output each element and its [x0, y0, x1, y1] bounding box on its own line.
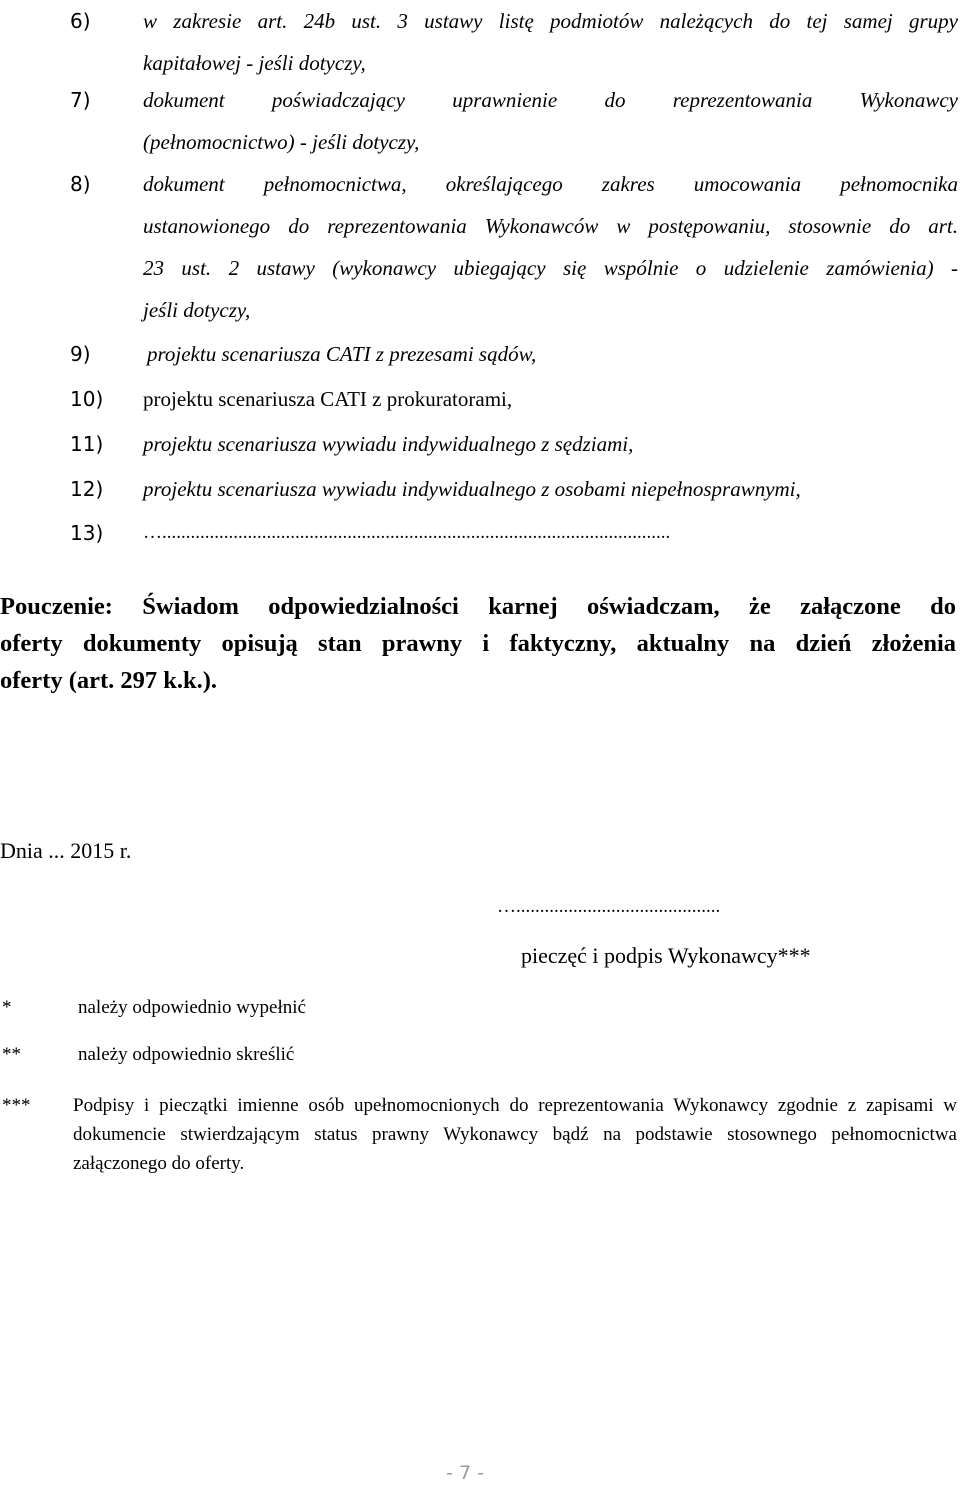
list-item-number: 12) — [70, 477, 104, 501]
list-item-line: w zakresie art. 24b ust. 3 ustawy listę podmiotów należących do tej samej grupy — [143, 9, 958, 33]
list-item-line: kapitałowej - jeśli dotyczy, — [143, 51, 366, 75]
signature-label: pieczęć i podpis Wykonawcy*** — [521, 943, 811, 968]
list-item-number: 9) — [70, 342, 91, 366]
list-item-text — [143, 468, 958, 510]
footnote-mark: ** — [2, 1044, 21, 1065]
list-item-line: projektu scenariusza wywiadu indywidualnego z osobami niepełnosprawnymi, — [143, 477, 801, 501]
list-item-number: 8) — [70, 172, 91, 196]
list-item-text — [143, 423, 958, 465]
list-item-number: 6) — [70, 9, 91, 33]
footnote-mark: *** — [2, 1095, 31, 1116]
list-item-line: 23 ust. 2 ustawy (wykonawcy ubiegający się wspólnie o udzielenie zamówienia) - — [143, 256, 958, 280]
list-item-number: 13) — [70, 521, 104, 545]
list-item-line: (pełnomocnictwo) - jeśli dotyczy, — [143, 130, 420, 154]
signature-line: …........................................... — [497, 896, 721, 917]
list-item-text — [143, 79, 958, 163]
list-item-line: projektu scenariusza CATI z prezesami sądów, — [147, 342, 537, 366]
legal-notice-line: Pouczenie: Świadom odpowiedzialności karnej oświadczam, że załączone do — [0, 593, 956, 620]
list-item-text — [143, 378, 958, 420]
list-item-number: 10) — [70, 387, 104, 411]
list-item-number: 7) — [70, 88, 91, 112]
legal-notice-line: oferty (art. 297 k.k.). — [0, 667, 218, 694]
footnote-text: Podpisy i pieczątki imienne osób upełnomocnionych do reprezentowania Wykonawcy zgodnie z zapisami w dokumencie stwierdzającym status prawny Wykonawcy bądź na podstawie stosownego pełnomocnictwa załączonego do oferty. — [73, 1095, 957, 1174]
legal-notice — [0, 588, 956, 699]
legal-notice-line: oferty dokumenty opisują stan prawny i faktyczny, aktualny na dzień złożenia — [0, 630, 956, 657]
list-item-line: …........................................................................................................... — [143, 522, 671, 543]
list-item-line: projektu scenariusza CATI z prokuratorami, — [143, 387, 513, 411]
date-line: Dnia ... 2015 r. — [0, 838, 132, 863]
list-item-text — [147, 333, 960, 375]
list-item-line: dokument pełnomocnictwa, określającego zakres umocowania pełnomocnika — [143, 172, 958, 196]
footnote-mark: * — [2, 997, 12, 1018]
footnote-text: należy odpowiednio wypełnić — [78, 997, 306, 1018]
list-item-line: jeśli dotyczy, — [143, 298, 251, 322]
list-item-line: projektu scenariusza wywiadu indywidualnego z sędziami, — [143, 432, 634, 456]
list-item-text — [143, 512, 958, 554]
list-item-text — [143, 163, 958, 331]
list-item-number: 11) — [70, 432, 104, 456]
page-number: - 7 - — [446, 1462, 484, 1484]
footnote-text: należy odpowiednio skreślić — [78, 1044, 295, 1065]
list-item-line: dokument poświadczający uprawnienie do reprezentowania Wykonawcy — [143, 88, 958, 112]
list-item-text — [143, 0, 958, 84]
list-item-line: ustanowionego do reprezentowania Wykonawców w postępowaniu, stosownie do art. — [143, 214, 958, 238]
